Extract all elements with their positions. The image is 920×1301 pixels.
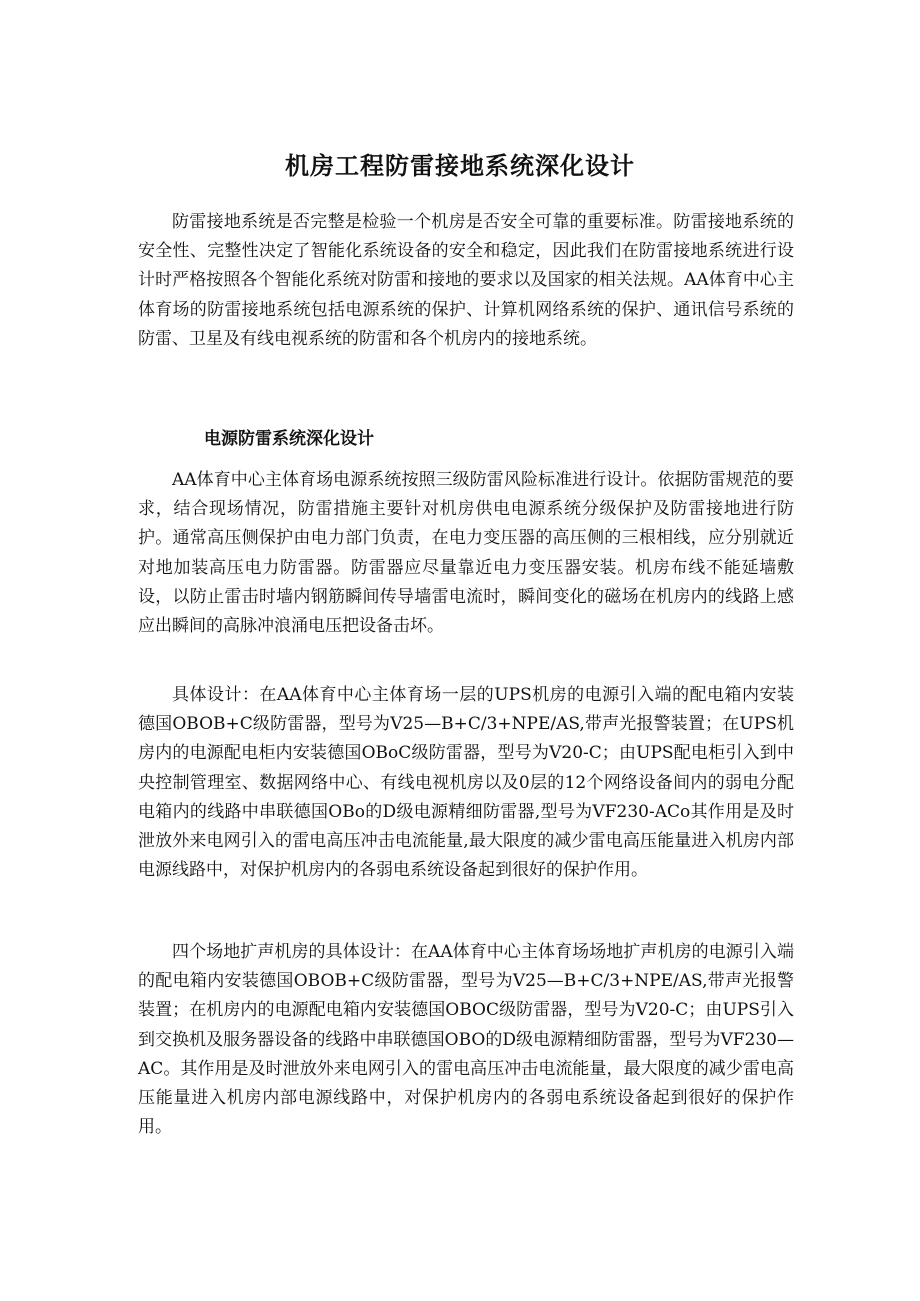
- document-title: 机房工程防雷接地系统深化设计: [285, 152, 635, 180]
- section-paragraph-2: 具体设计：在AA体育中心主体育场一层的UPS机房的电源引入端的配电箱内安装德国OBOB+C级防雷器，型号为V25—B+C/3+NPE/AS,带声光报警装置；在UPS机房内的电源配电柜内安装德国OBoC级防雷器，型号为V20-C；由UPS配电柜引入到中央控制管理室、数据网络中心、有线电视机房以及0层的12个网络设备间内的弱电分配电箱内的线路中串联德国OBo的D级电源精细防雷器,型号为VF230-ACo其作用是及时泄放外来电网引入的雷电高压冲击电流能量,最大限度的减少雷电高压能量进入机房内部电源线路中，对保护机房内的各弱电系统设备起到很好的保护作用。: [138, 685, 794, 881]
- section-paragraph-3: 四个场地扩声机房的具体设计：在AA体育中心主体育场场地扩声机房的电源引入端的配电箱内安装德国OBOB+C级防雷器，型号为V25—B+C/3+NPE/AS,带声光报警装置；在机房内的电源配电箱内安装德国OBOC级防雷器，型号为V20-C；由UPS引入到交换机及服务器设备的线路中串联德国OBO的D级电源精细防雷器，型号为VF230—AC。其作用是及时泄放外来电网引入的雷电高压冲击电流能量，最大限度的减少雷电高压能量进入机房内部电源线路中，对保护机房内的各弱电系统设备起到很好的保护作用。: [138, 942, 794, 1138]
- section-paragraph-1: AA体育中心主体育场电源系统按照三级防雷风险标准进行设计。依据防雷规范的要求，结合现场情况，防雷措施主要针对机房供电电源系统分级保护及防雷接地进行防护。通常高压侧保护由电力部门负责，在电力变压器的高压侧的三根相线，应分别就近对地加装高压电力防雷器。防雷器应尽量靠近电力变压器安装。机房布线不能延墙敷设，以防止雷击时墙内钢筋瞬间传导墙雷电流时，瞬间变化的磁场在机房内的线路上感应出瞬间的高脉冲浪涌电压把设备击坏。: [138, 470, 794, 637]
- section-heading: 电源防雷系统深化设计: [204, 429, 374, 449]
- intro-paragraph: 防雷接地系统是否完整是检验一个机房是否安全可靠的重要标准。防雷接地系统的安全性、完整性决定了智能化系统设备的安全和稳定，因此我们在防雷接地系统进行设计时严格按照各个智能化系统对防雷和接地的要求以及国家的相关法规。AA体育中心主体育场的防雷接地系统包括电源系统的保护、计算机网络系统的保护、通讯信号系统的防雷、卫星及有线电视系统的防雷和各个机房内的接地系统。: [138, 212, 794, 349]
